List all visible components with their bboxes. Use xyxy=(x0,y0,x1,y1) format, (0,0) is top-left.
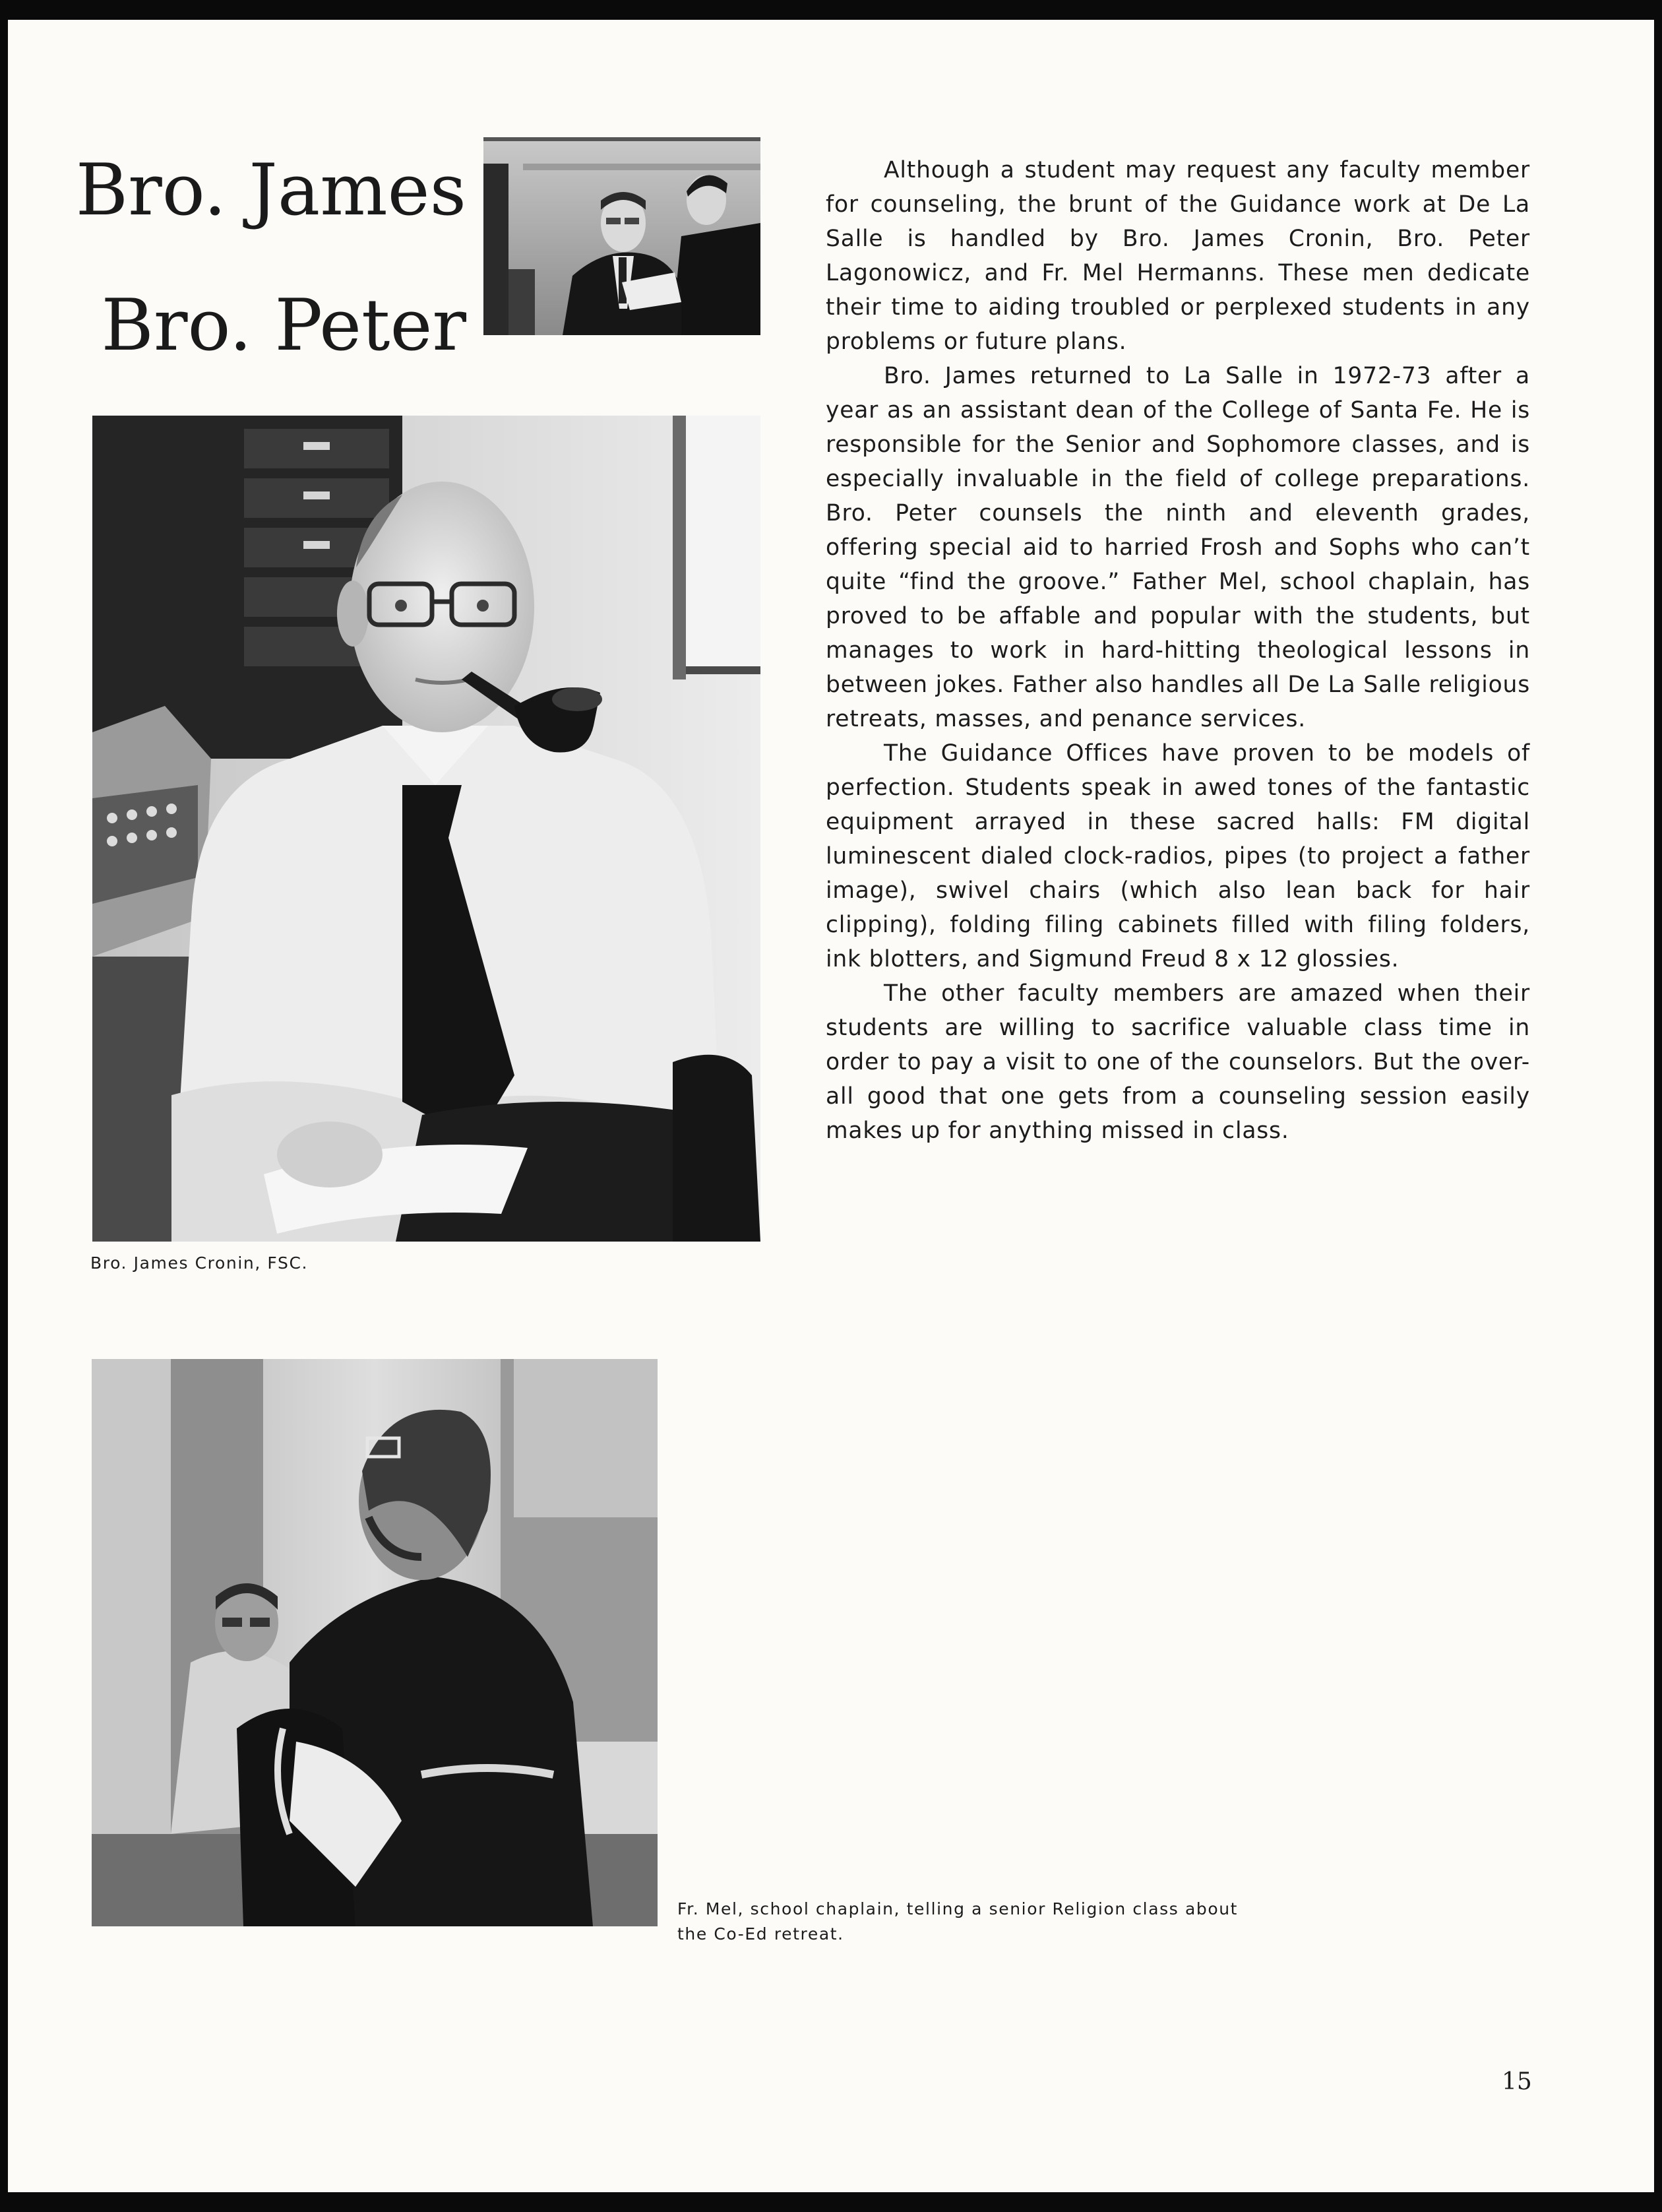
page-number: 15 xyxy=(1502,2068,1532,2095)
headline-bro-peter: Bro. Peter xyxy=(101,284,466,367)
photo-fr-mel-chaplain xyxy=(92,1359,658,1926)
photo-bro-james-cronin xyxy=(92,416,760,1242)
article-paragraph: The other faculty members are amazed when their students are willing to sacrifice valuable class time in order to pay a visit to one of the counselors. But the over-all good that one gets from a counseling session easily makes up for anything missed in class. xyxy=(826,980,1530,1144)
article-paragraph: Bro. James returned to La Salle in 1972-73 after a year as an assistant dean of the College of Santa Fe. He is responsible for the Senior and Sophomore classes, and is especially invaluable in the field of college preparations. Bro. Peter counsels the ninth and eleventh grades, offering special aid to harried Frosh and Sophs who can’t quite “find the groove.” Father Mel, school chaplain, has proved to be affable and popular with the students, but manages to work in hard-hitting theological lessons in between jokes. Father also handles all De La Salle religious retreats, masses, and penance services. xyxy=(826,363,1530,732)
caption-bro-james: Bro. James Cronin, FSC. xyxy=(90,1253,309,1273)
article-paragraph: Although a student may request any faculty member for counseling, the brunt of the Guidance work at De La Salle is handled by Bro. James Cronin, Bro. Peter Lagonowicz, and Fr. Mel Hermanns. These men dedicate their time to aiding troubled or perplexed students in any problems or future plans. xyxy=(826,157,1530,355)
photo-brothers-conversing xyxy=(483,137,760,335)
article-paragraph: The Guidance Offices have proven to be models of perfection. Students speak in awed tones of the fantastic equipment arrayed in these sacred halls: FM digital luminescent dialed clock-radios, pipes (to project a father image), swivel chairs (which also lean back for hair clipping), folding filing cabinets filled with filing folders, ink blotters, and Sigmund Freud 8 x 12 glossies. xyxy=(826,740,1530,972)
headline-bro-james: Bro. James xyxy=(75,149,466,232)
article-body xyxy=(826,153,1530,1148)
yearbook-page xyxy=(8,20,1654,2192)
caption-fr-mel: Fr. Mel, school chaplain, telling a senior Religion class about the Co-Ed retreat. xyxy=(677,1899,1239,1943)
